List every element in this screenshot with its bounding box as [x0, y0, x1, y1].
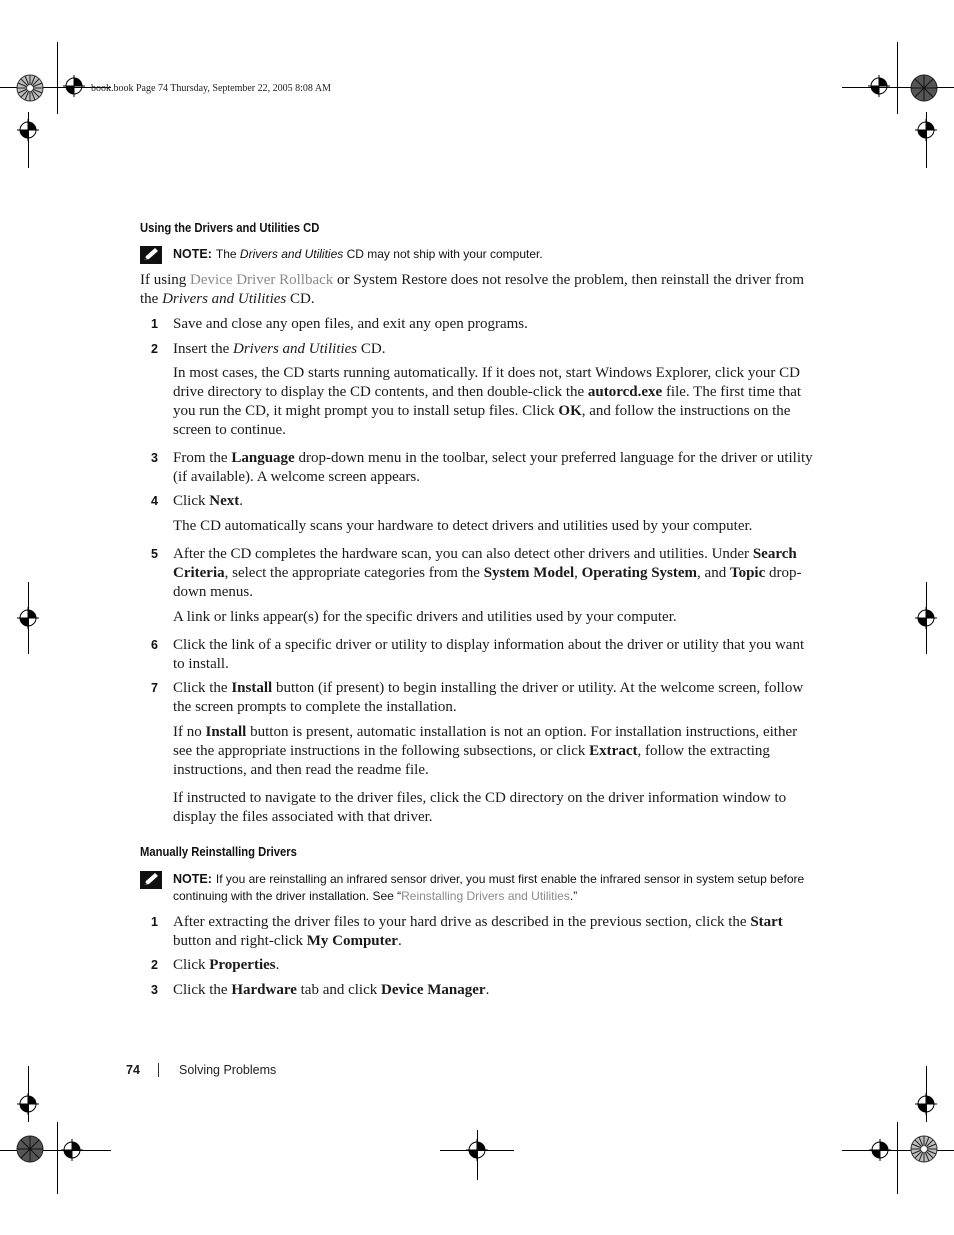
ui-term: My Computer — [306, 933, 398, 949]
star-target-icon — [910, 74, 938, 102]
step-text: Save and close any open files, and exit any open programs. — [173, 316, 528, 332]
step-number: 1 — [151, 317, 158, 331]
registration-mark-icon — [915, 607, 937, 629]
star-target-icon — [16, 74, 44, 102]
text-run: . — [485, 982, 490, 998]
device-driver-rollback-link[interactable]: Device Driver Rollback — [190, 272, 334, 288]
step-detail: The CD automatically scans your hardware to detect drivers and utilities used by your computer. — [173, 518, 753, 534]
text-run: If using — [140, 272, 190, 288]
text-run: Click the — [173, 982, 232, 998]
step-number: 7 — [151, 681, 158, 695]
step-detail — [173, 723, 815, 780]
text-run-italic: Drivers and Utilities — [232, 341, 358, 357]
step-number: 4 — [151, 494, 158, 508]
text-run: button (if present) to begin installing the driver or utility. At the welcome screen, follow the screen prompts to complete the installation. — [173, 680, 804, 715]
step-detail: If instructed to navigate to the driver files, click the CD directory on the driver information window to display the files associated with that driver. — [173, 790, 787, 825]
text-run: , select the appropriate categories from the — [224, 565, 484, 581]
step-number: 3 — [151, 983, 158, 997]
text-run: Click the — [173, 680, 232, 696]
step-text — [173, 679, 815, 717]
ui-term: Language — [231, 450, 295, 466]
ui-term: Topic — [729, 565, 766, 581]
text-run: From the — [173, 450, 232, 466]
text-run: , follow the extracting instructions, and then read the readme file. — [173, 743, 770, 778]
note-label: NOTE: — [173, 247, 212, 261]
crop-mark — [897, 1122, 898, 1194]
registration-mark-icon — [915, 1093, 937, 1115]
text-run: . — [397, 933, 402, 949]
step-text — [173, 340, 815, 359]
text-run: drop-down menus. — [173, 565, 802, 600]
text-run-italic: Drivers and Utilities — [162, 291, 287, 307]
registration-mark-icon — [63, 75, 85, 97]
text-run: or System Restore does not resolve the problem, then reinstall the driver from the — [140, 272, 805, 307]
registration-mark-icon — [868, 75, 890, 97]
step-number: 3 — [151, 451, 158, 465]
step-text — [173, 981, 815, 1000]
text-run: CD. — [286, 291, 315, 307]
pencil-note-icon — [140, 871, 162, 889]
ui-term: Next — [209, 493, 240, 509]
step-number: 1 — [151, 915, 158, 929]
step-number: 6 — [151, 638, 158, 652]
text-run: In most cases, the CD starts running automatically. If it does not, start Windows Explorer, click your CD drive directory to display the CD contents, and then double-click the — [173, 365, 801, 400]
ui-term: Install — [231, 680, 273, 696]
note-text-part: CD may not ship with your computer. — [343, 247, 543, 261]
note-text-part: The — [215, 247, 240, 261]
registration-mark-icon — [61, 1139, 83, 1161]
step-text: Click the link of a specific driver or utility to display information about the driver or utility that you want to install. — [173, 637, 805, 672]
ui-term: autorcd.exe — [587, 384, 663, 400]
text-run: file. The first time that you run the CD, it might prompt you to install setup files. Click — [173, 384, 802, 419]
note-text — [173, 246, 813, 263]
ui-term: Hardware — [231, 982, 297, 998]
text-run: button is present, automatic installation is not an option. For installation instructions, either see the appropriate instructions in the following subsections, or click — [173, 724, 798, 759]
step-text — [173, 545, 815, 602]
step-number: 2 — [151, 958, 158, 972]
registration-mark-icon — [466, 1139, 488, 1161]
note-label: NOTE: — [173, 872, 212, 886]
note-text-part: If you are reinstalling an infrared sensor driver, you must first enable the infrared sensor in system setup before continuing with the driver installation. See “ — [173, 872, 805, 903]
ui-term: System Model — [483, 565, 575, 581]
crop-mark — [57, 1122, 58, 1194]
step-detail: A link or links appear(s) for the specific drivers and utilities used by your computer. — [173, 609, 677, 625]
ui-term: Install — [205, 724, 247, 740]
step-number: 5 — [151, 547, 158, 561]
print-header: book.book Page 74 Thursday, September 22, 2005 8:08 AM — [91, 83, 331, 94]
text-run: CD. — [357, 341, 386, 357]
registration-mark-icon — [17, 119, 39, 141]
section-heading-manual-reinstall: Manually Reinstalling Drivers — [140, 845, 297, 859]
step-text — [173, 913, 815, 951]
text-run: , — [574, 565, 582, 581]
intro-paragraph — [140, 271, 815, 309]
ui-term: Operating System — [581, 565, 698, 581]
text-run: tab and click — [296, 982, 382, 998]
crop-mark — [897, 42, 898, 114]
note-text-part: .” — [569, 889, 578, 903]
section-heading-drivers-cd: Using the Drivers and Utilities CD — [140, 221, 320, 235]
reinstalling-drivers-link[interactable]: Reinstalling Drivers and Utilities — [401, 889, 570, 903]
registration-mark-icon — [915, 119, 937, 141]
text-run: , and — [697, 565, 730, 581]
ui-term: Device Manager — [381, 982, 486, 998]
step-number: 2 — [151, 342, 158, 356]
step-detail — [173, 364, 815, 440]
text-run: Insert the — [173, 341, 233, 357]
page-number: 74 — [126, 1063, 140, 1077]
text-run: , and follow the instructions on the screen to continue. — [173, 403, 791, 438]
footer-divider — [158, 1063, 159, 1077]
text-run: . — [275, 957, 280, 973]
star-target-icon — [910, 1135, 938, 1163]
text-run: drop-down menu in the toolbar, select your preferred language for the driver or utility (if available). A welcome screen appears. — [173, 450, 813, 485]
crop-mark — [57, 42, 58, 114]
text-run: After extracting the driver files to your hard drive as described in the previous section, click the — [173, 914, 751, 930]
step-text — [173, 492, 815, 511]
note-callout — [140, 871, 812, 907]
text-run: After the CD completes the hardware scan, you can also detect other drivers and utilities. Under — [173, 546, 753, 562]
ui-term: OK — [558, 403, 582, 419]
star-target-icon — [16, 1135, 44, 1163]
text-run: . — [239, 493, 243, 509]
text-run: If no — [173, 724, 206, 740]
ui-term: Properties — [209, 957, 276, 973]
pencil-note-icon — [140, 246, 162, 264]
ui-term: Extract — [589, 743, 638, 759]
registration-mark-icon — [17, 1093, 39, 1115]
ui-term: Search Criteria — [173, 546, 797, 581]
text-run: button and right-click — [173, 933, 307, 949]
note-callout — [140, 246, 812, 264]
note-text-italic: Drivers and Utilities — [239, 247, 344, 261]
text-run: Click — [173, 957, 210, 973]
registration-mark-icon — [17, 607, 39, 629]
chapter-title: Solving Problems — [179, 1063, 277, 1077]
note-text — [173, 871, 813, 905]
step-text — [173, 449, 815, 487]
registration-mark-icon — [869, 1139, 891, 1161]
step-text — [173, 956, 815, 975]
text-run: Click — [173, 493, 210, 509]
ui-term: Start — [750, 914, 783, 930]
